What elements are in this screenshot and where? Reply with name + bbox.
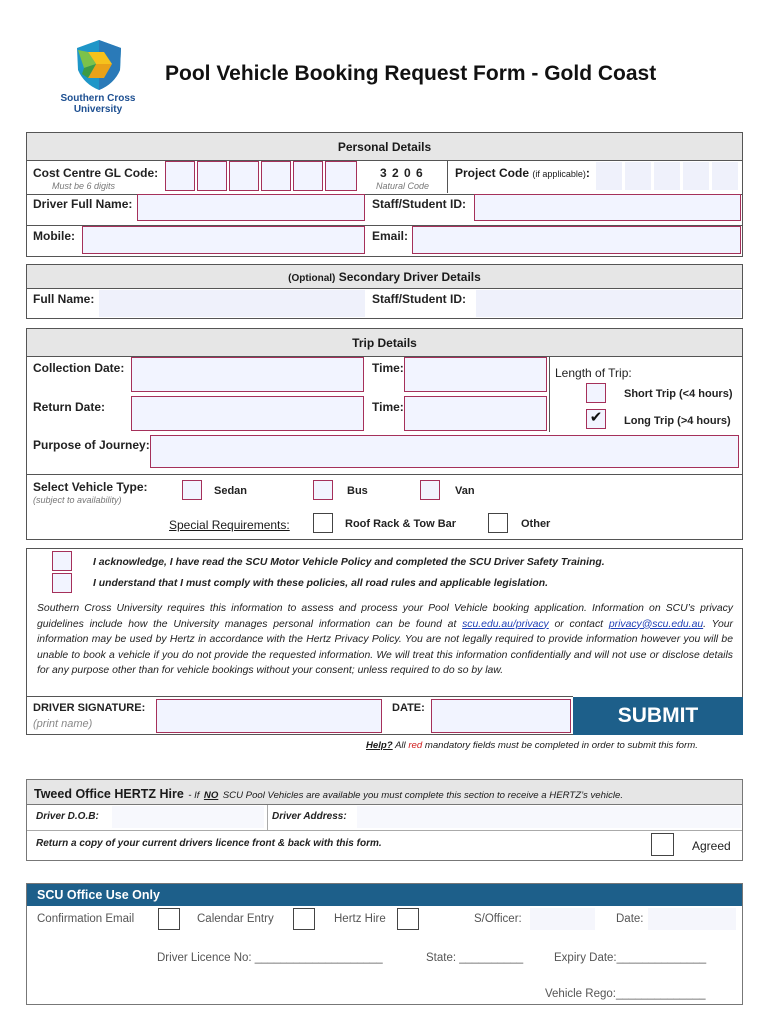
page-title: Pool Vehicle Booking Request Form - Gold Coast [165, 62, 657, 85]
trip-details-heading: Trip Details [27, 329, 742, 357]
long-trip-checkbox[interactable]: ✔ [586, 409, 606, 429]
licence-number-label: Driver Licence No: ____________________ [157, 952, 383, 964]
office-date-label: Date: [616, 913, 644, 925]
confirmation-email-checkbox[interactable] [158, 908, 180, 930]
other-checkbox[interactable] [488, 513, 508, 533]
agreed-checkbox[interactable] [651, 833, 674, 856]
natural-code-value: 3 2 0 6 [380, 166, 424, 180]
long-trip-label: Long Trip (>4 hours) [624, 415, 731, 427]
project-code-digit-4[interactable] [683, 162, 709, 190]
secondary-name-label: Full Name: [33, 292, 95, 306]
project-code-colon: : [585, 166, 590, 180]
cost-centre-digit-4[interactable] [261, 161, 291, 191]
project-code-digit-3[interactable] [654, 162, 680, 190]
hertz-hire-label: Hertz Hire [334, 913, 386, 925]
ack-rules-checkbox[interactable] [52, 573, 72, 593]
help-link[interactable]: Help? [366, 740, 393, 751]
state-label: State: __________ [426, 952, 524, 964]
project-code-digit-1[interactable] [596, 162, 622, 190]
vehicle-rego-label: Vehicle Rego:______________ [545, 988, 706, 1000]
privacy-paragraph [37, 601, 733, 679]
secondary-driver-heading [27, 265, 742, 289]
secondary-optional-tag: (Optional) [288, 273, 336, 284]
van-label: Van [455, 485, 475, 497]
address-field[interactable] [357, 806, 741, 828]
confirmation-email-label: Confirmation Email [37, 913, 135, 925]
collection-time-field[interactable] [404, 357, 547, 392]
cost-centre-digit-2[interactable] [197, 161, 227, 191]
cost-centre-digit-6[interactable] [325, 161, 357, 191]
project-code-label-group [455, 166, 590, 180]
mobile-label: Mobile: [33, 229, 75, 243]
calendar-entry-label: Calendar Entry [197, 913, 274, 925]
address-label: Driver Address: [272, 811, 347, 822]
help-footnote [366, 740, 698, 751]
office-date-field[interactable] [648, 908, 736, 930]
tweed-note-no: NO [203, 790, 219, 801]
personal-details-heading: Personal Details [27, 133, 742, 161]
project-code-digit-5[interactable] [712, 162, 738, 190]
privacy-link[interactable]: scu.edu.au/privacy [462, 618, 549, 630]
ack-policy-checkbox[interactable] [52, 551, 72, 571]
cost-centre-digit-5[interactable] [293, 161, 323, 191]
privacy-text-c: . Your information may be used by Hertz in accordance with the Hertz Privacy Policy. You are not legally required to provide information however you will be unable to book a vehicle if you do not provide the requested information. We will treat this information confidentially and will not use or disclose details for any purpose other than for vehicle bookings without your consent; unless required to do so by law. [37, 618, 733, 677]
dob-label: Driver D.O.B: [36, 811, 99, 822]
cost-centre-digit-1[interactable] [165, 161, 195, 191]
privacy-email-link[interactable]: privacy@scu.edu.au [608, 618, 704, 630]
hertz-hire-checkbox[interactable] [397, 908, 419, 930]
secondary-staff-id-field[interactable] [476, 290, 741, 317]
driver-staff-id-label: Staff/Student ID: [372, 197, 466, 211]
declaration-date-field[interactable] [431, 699, 571, 733]
natural-code-hint: Natural Code [376, 181, 430, 191]
row-divider [27, 830, 742, 831]
submit-button[interactable]: SUBMIT [573, 697, 743, 735]
secondary-heading-text: Secondary Driver Details [338, 270, 481, 284]
tweed-heading [34, 785, 623, 803]
short-trip-checkbox[interactable] [586, 383, 606, 403]
date-label: DATE: [392, 702, 425, 714]
ack-policy-text: I acknowledge, I have read the SCU Motor Vehicle Policy and completed the SCU Driver Safety Training. [93, 557, 605, 568]
sedan-label: Sedan [214, 485, 248, 497]
tweed-note-a: - If [188, 790, 200, 801]
van-checkbox[interactable] [420, 480, 440, 500]
return-time-field[interactable] [404, 396, 547, 431]
collection-date-label: Collection Date: [33, 361, 125, 375]
return-date-field[interactable] [131, 396, 364, 431]
secondary-name-field[interactable] [99, 290, 365, 317]
officer-field[interactable] [530, 908, 595, 930]
collection-time-label: Time: [372, 361, 404, 375]
dob-field[interactable] [112, 806, 264, 828]
special-requirements-label: Special Requirements: [169, 518, 290, 532]
signature-row-divider [26, 696, 573, 697]
privacy-text-a: Southern Cross University requires this information to assess and process your Pool Vehicle booking application. Information on SCU’s privacy guidelines include how the University manages personal information can be found at [37, 603, 733, 630]
tweed-note-b: SCU Pool Vehicles are available you must complete this section to receive a HERTZ’s vehicle. [222, 790, 624, 801]
cost-centre-digit-3[interactable] [229, 161, 259, 191]
signature-label: DRIVER SIGNATURE: [33, 702, 146, 714]
return-date-label: Return Date: [33, 400, 106, 414]
office-heading: SCU Office Use Only [27, 884, 742, 906]
project-code-note: (if applicable) [532, 169, 586, 179]
sedan-checkbox[interactable] [182, 480, 202, 500]
signature-hint: (print name) [33, 718, 93, 730]
officer-label: S/Officer: [474, 913, 522, 925]
privacy-text-b: or contact [554, 618, 604, 630]
project-code-digit-2[interactable] [625, 162, 651, 190]
project-code-label: Project Code [455, 166, 530, 180]
length-of-trip-label: Length of Trip: [555, 366, 632, 380]
roof-rack-label: Roof Rack & Tow Bar [345, 518, 457, 530]
purpose-field[interactable] [150, 435, 739, 468]
expiry-date-label: Expiry Date:______________ [554, 952, 707, 964]
bus-label: Bus [347, 485, 368, 497]
licence-note: Return a copy of your current drivers licence front & back with this form. [36, 838, 382, 849]
logo-text-line2: University [73, 104, 123, 115]
short-trip-label: Short Trip (<4 hours) [624, 388, 733, 400]
other-label: Other [521, 518, 551, 530]
cost-centre-label: Cost Centre GL Code: [33, 166, 159, 180]
scu-logo [52, 38, 144, 120]
vehicle-type-label: Select Vehicle Type: [33, 480, 148, 494]
agreed-label: Agreed [692, 839, 731, 853]
tweed-title: Tweed Office HERTZ Hire [34, 787, 184, 801]
roof-rack-checkbox[interactable] [313, 513, 333, 533]
ack-rules-text: I understand that I must comply with these policies, all road rules and applicable legislation. [93, 578, 548, 589]
secondary-staff-id-label: Staff/Student ID: [372, 292, 466, 306]
collection-date-field[interactable] [131, 357, 364, 392]
vehicle-type-hint: (subject to availability) [33, 495, 122, 505]
footnote-b: mandatory fields must be completed in order to submit this form. [424, 740, 698, 751]
email-label: Email: [372, 229, 409, 243]
row-divider [27, 474, 742, 475]
driver-name-field[interactable] [137, 194, 365, 221]
footnote-red: red [408, 740, 423, 751]
trip-length-divider [549, 356, 550, 432]
cost-centre-hint: Must be 6 digits [52, 181, 116, 191]
logo-text-line1: Southern Cross [60, 93, 136, 104]
cell-divider [447, 160, 448, 193]
footnote-a: All [394, 740, 406, 751]
return-time-label: Time: [372, 400, 404, 414]
purpose-label: Purpose of Journey: [33, 438, 150, 452]
signature-field[interactable] [156, 699, 382, 733]
cell-divider [267, 805, 268, 830]
office-section [26, 883, 743, 1005]
driver-name-label: Driver Full Name: [33, 197, 133, 211]
calendar-entry-checkbox[interactable] [293, 908, 315, 930]
email-field[interactable] [412, 226, 741, 254]
scu-shield-icon [74, 38, 124, 92]
mobile-field[interactable] [82, 226, 365, 254]
driver-staff-id-field[interactable] [474, 194, 741, 221]
bus-checkbox[interactable] [313, 480, 333, 500]
